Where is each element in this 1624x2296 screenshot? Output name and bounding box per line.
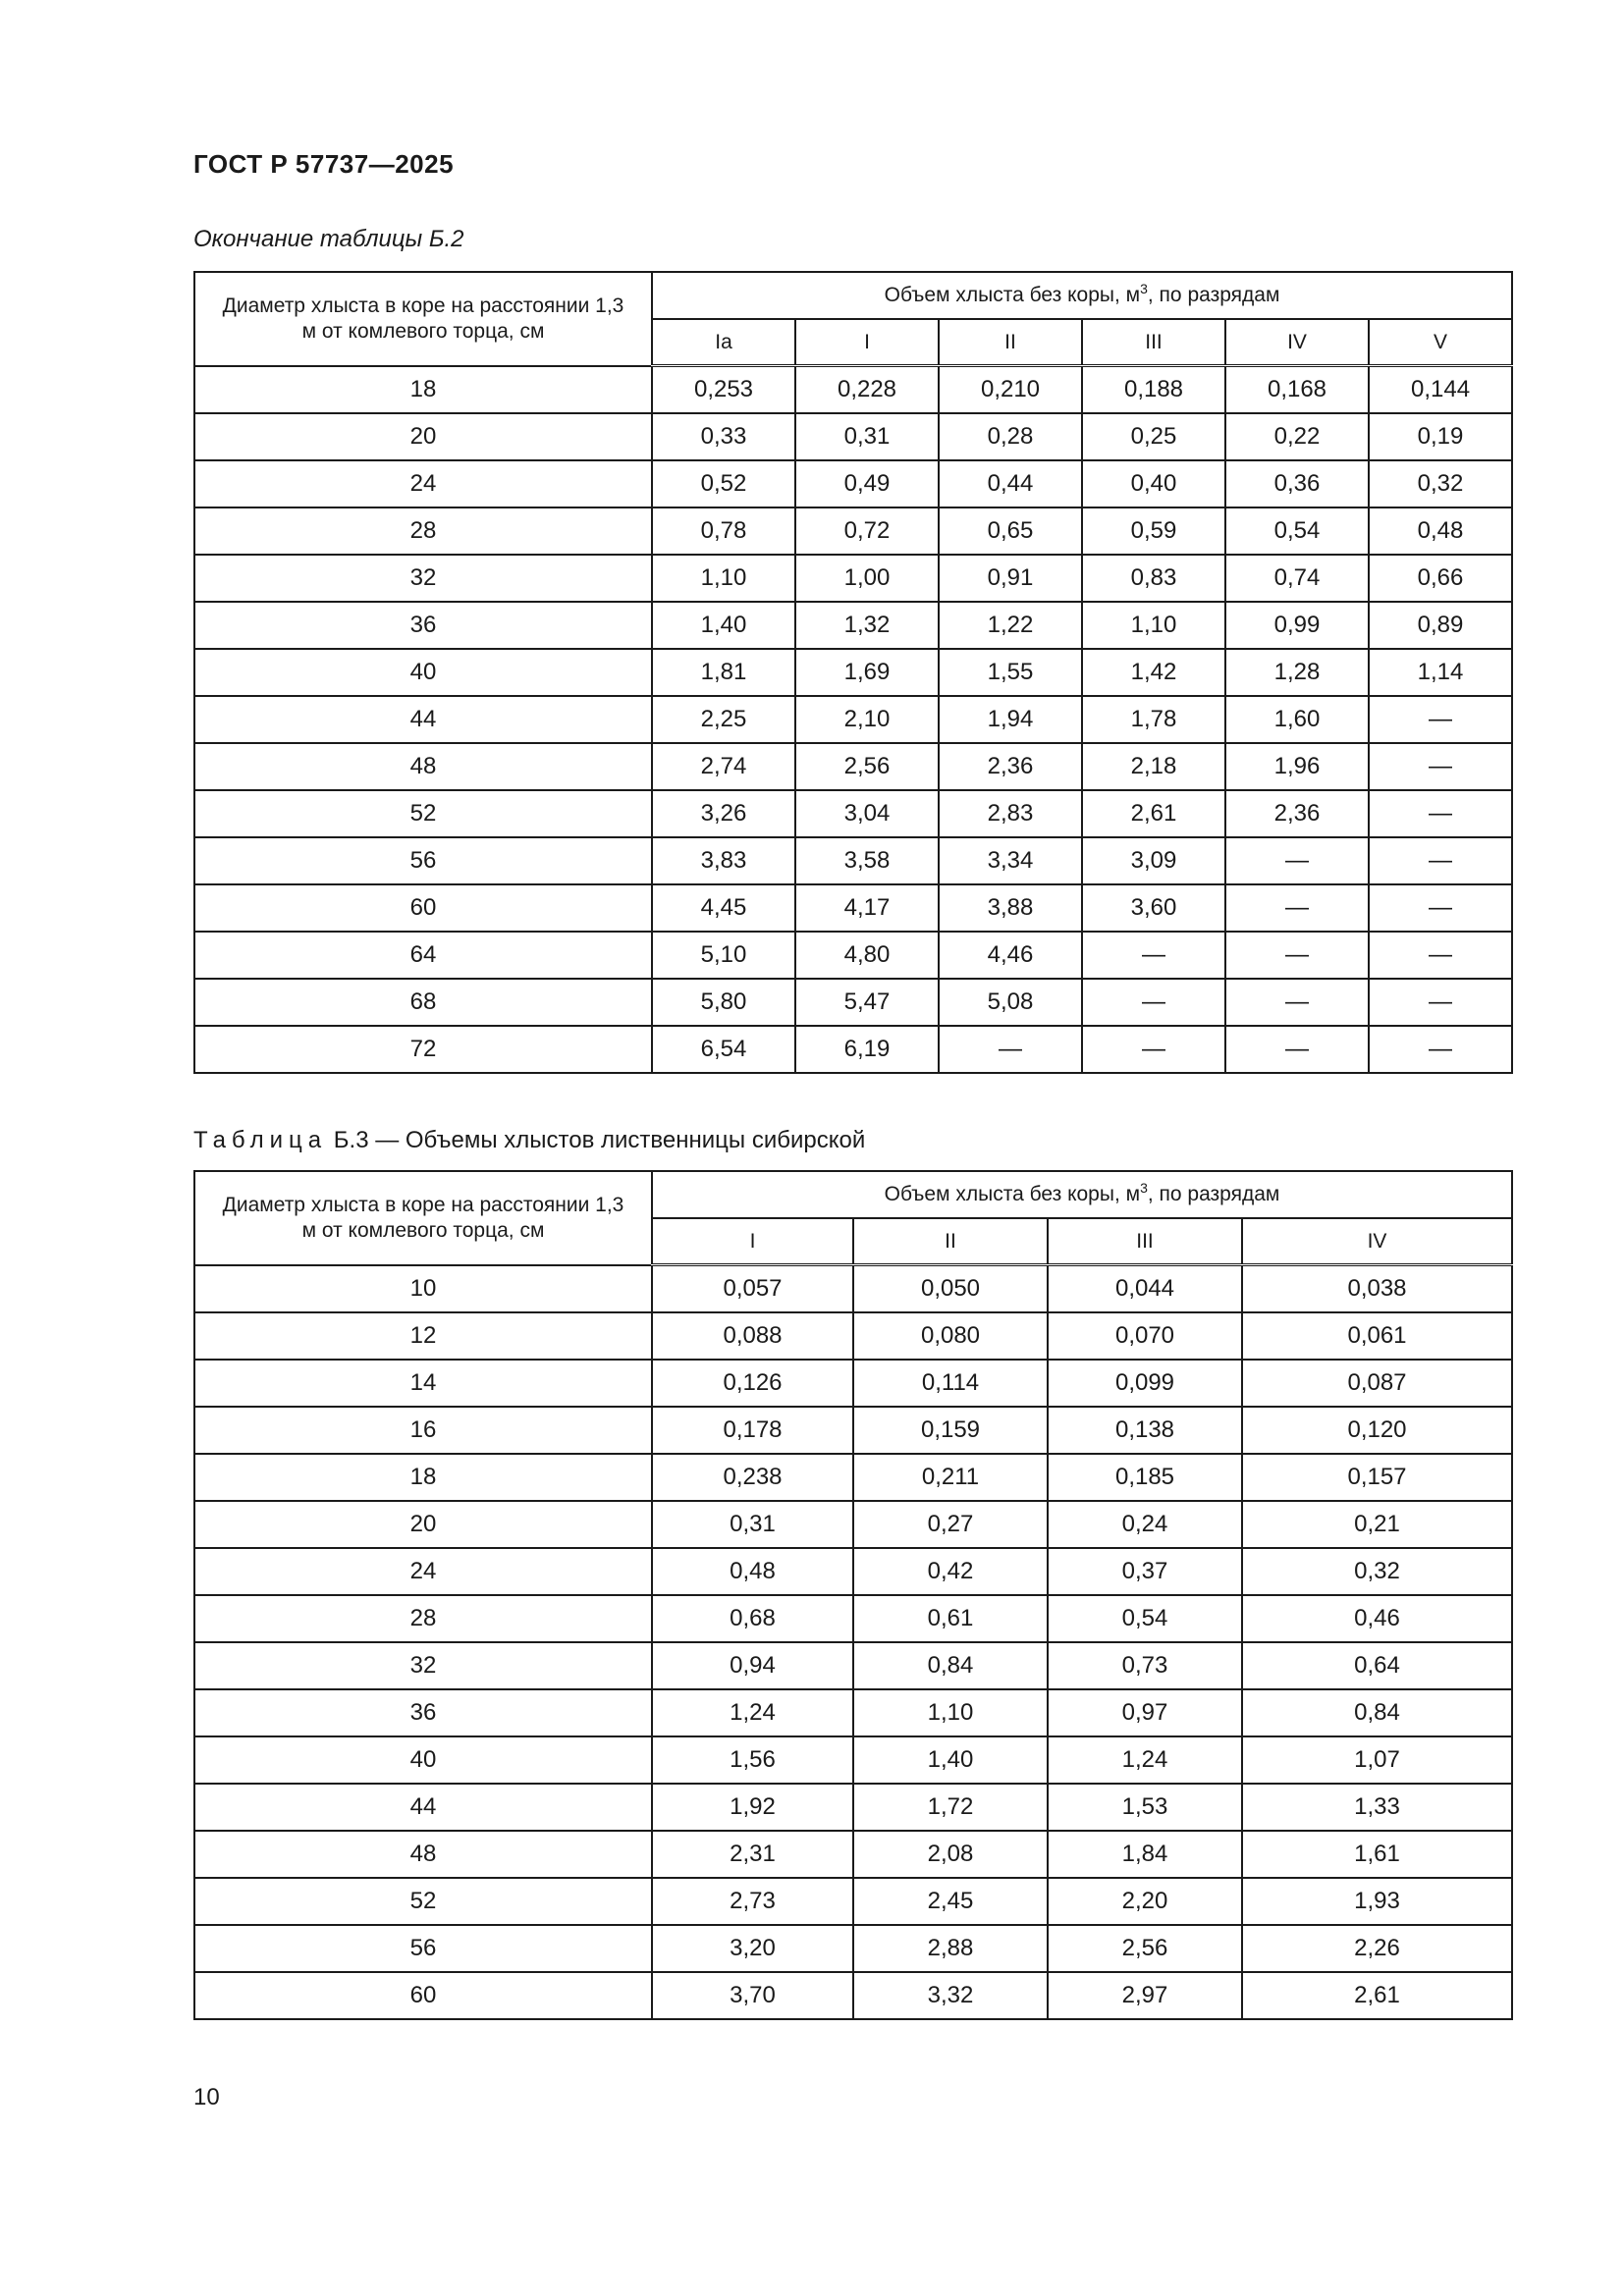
volume-cell: 0,54	[1048, 1595, 1242, 1642]
table-b2	[193, 271, 1513, 1074]
volume-cell: —	[1082, 979, 1225, 1026]
table-row	[194, 1784, 1512, 1831]
table-row	[194, 555, 1512, 602]
diameter-cell: 36	[194, 1689, 652, 1736]
diameter-cell: 60	[194, 1972, 652, 2019]
diameter-column-header: Диаметр хлыста в коре на расстоянии 1,3 м от комлевого торца, см	[194, 1171, 652, 1265]
volume-cell: 3,20	[652, 1925, 853, 1972]
volume-cell: 0,159	[853, 1407, 1048, 1454]
volume-cell: —	[1369, 979, 1512, 1026]
volume-cell: 0,038	[1242, 1265, 1512, 1313]
volume-cell: 2,36	[939, 743, 1082, 790]
volume-cell: 0,40	[1082, 460, 1225, 507]
diameter-cell: 10	[194, 1265, 652, 1313]
diameter-cell: 14	[194, 1360, 652, 1407]
volume-cell: 5,80	[652, 979, 795, 1026]
diameter-cell: 64	[194, 932, 652, 979]
volume-cell: 0,138	[1048, 1407, 1242, 1454]
volume-cell: 0,83	[1082, 555, 1225, 602]
table-row	[194, 1689, 1512, 1736]
volume-cell: 0,54	[1225, 507, 1369, 555]
volume-cell: 0,044	[1048, 1265, 1242, 1313]
volume-cell: —	[1225, 932, 1369, 979]
diameter-cell: 28	[194, 1595, 652, 1642]
volume-cell: 3,83	[652, 837, 795, 884]
volume-cell: 0,72	[795, 507, 939, 555]
volume-cell: 1,33	[1242, 1784, 1512, 1831]
volume-cell: 0,28	[939, 413, 1082, 460]
volume-cell: 2,73	[652, 1878, 853, 1925]
volume-cell: 0,37	[1048, 1548, 1242, 1595]
volume-cell: 0,48	[652, 1548, 853, 1595]
volume-cell: —	[1369, 932, 1512, 979]
volume-cell: 0,21	[1242, 1501, 1512, 1548]
volume-cell: 3,32	[853, 1972, 1048, 2019]
diameter-cell: 56	[194, 837, 652, 884]
volume-cell: 1,07	[1242, 1736, 1512, 1784]
diameter-cell: 44	[194, 1784, 652, 1831]
category-header: V	[1369, 319, 1512, 366]
volume-cell: —	[1369, 696, 1512, 743]
volume-cell: 2,45	[853, 1878, 1048, 1925]
volume-cell: 3,09	[1082, 837, 1225, 884]
volume-cell: 0,24	[1048, 1501, 1242, 1548]
volume-cell: 2,36	[1225, 790, 1369, 837]
diameter-cell: 60	[194, 884, 652, 932]
volume-cell: 1,10	[652, 555, 795, 602]
volume-cell: —	[1369, 1026, 1512, 1073]
volume-cell: 1,72	[853, 1784, 1048, 1831]
volume-cell: 1,81	[652, 649, 795, 696]
category-header: IV	[1242, 1218, 1512, 1265]
volume-cell: 2,88	[853, 1925, 1048, 1972]
table-row	[194, 1407, 1512, 1454]
volume-cell: 0,210	[939, 366, 1082, 414]
volume-cell: 5,47	[795, 979, 939, 1026]
category-header: IV	[1225, 319, 1369, 366]
table-row	[194, 649, 1512, 696]
volume-cell: 1,22	[939, 602, 1082, 649]
volume-cell: 1,60	[1225, 696, 1369, 743]
volume-cell: —	[1369, 884, 1512, 932]
volume-cell: 3,34	[939, 837, 1082, 884]
volume-cell: 3,70	[652, 1972, 853, 2019]
volume-cell: 0,99	[1225, 602, 1369, 649]
volume-cell: 0,178	[652, 1407, 853, 1454]
volume-cell: —	[1225, 1026, 1369, 1073]
volume-cell: 0,36	[1225, 460, 1369, 507]
volume-cell: 0,84	[1242, 1689, 1512, 1736]
table-b3-caption-text: Б.3 — Объемы хлыстов лиственницы сибирской	[333, 1127, 866, 1153]
volume-cell: 1,28	[1225, 649, 1369, 696]
diameter-column-header: Диаметр хлыста в коре на расстоянии 1,3 м от комлевого торца, см	[194, 272, 652, 366]
volume-cell: 0,32	[1369, 460, 1512, 507]
volume-cell: 0,61	[853, 1595, 1048, 1642]
diameter-cell: 68	[194, 979, 652, 1026]
volume-cell: 0,168	[1225, 366, 1369, 414]
volume-cell: 3,04	[795, 790, 939, 837]
table-row	[194, 1595, 1512, 1642]
volume-cell: 0,099	[1048, 1360, 1242, 1407]
volume-cell: 6,54	[652, 1026, 795, 1073]
volume-cell: —	[1082, 932, 1225, 979]
volume-cell: 0,74	[1225, 555, 1369, 602]
volume-cell: 0,114	[853, 1360, 1048, 1407]
table-row	[194, 1878, 1512, 1925]
volume-cell: —	[1225, 837, 1369, 884]
volume-cell: 2,20	[1048, 1878, 1242, 1925]
volume-cell: 0,087	[1242, 1360, 1512, 1407]
volume-cell: —	[939, 1026, 1082, 1073]
table-row	[194, 1548, 1512, 1595]
diameter-cell: 72	[194, 1026, 652, 1073]
volume-cell: 1,10	[1082, 602, 1225, 649]
table-row	[194, 1925, 1512, 1972]
volume-cell: 2,08	[853, 1831, 1048, 1878]
table-row	[194, 1736, 1512, 1784]
volume-cell: 6,19	[795, 1026, 939, 1073]
volume-cell: 1,14	[1369, 649, 1512, 696]
volume-cell: 0,27	[853, 1501, 1048, 1548]
volume-cell: 1,40	[652, 602, 795, 649]
volume-cell: 0,070	[1048, 1312, 1242, 1360]
category-header: III	[1082, 319, 1225, 366]
volume-cell: 1,42	[1082, 649, 1225, 696]
volume-cell: 0,42	[853, 1548, 1048, 1595]
volume-cell: 0,49	[795, 460, 939, 507]
volume-cell: 1,24	[652, 1689, 853, 1736]
table-b2-continuation-caption: Окончание таблицы Б.2	[193, 226, 464, 252]
volume-cell: 1,32	[795, 602, 939, 649]
volume-cell: 0,188	[1082, 366, 1225, 414]
volume-cell: —	[1369, 837, 1512, 884]
volume-cell: 0,211	[853, 1454, 1048, 1501]
volume-cell: 0,050	[853, 1265, 1048, 1313]
volume-cell: 3,60	[1082, 884, 1225, 932]
volume-cell: —	[1369, 790, 1512, 837]
volume-cell: 0,89	[1369, 602, 1512, 649]
volume-cell: 1,56	[652, 1736, 853, 1784]
volume-cell: 4,17	[795, 884, 939, 932]
table-row	[194, 507, 1512, 555]
volume-cell: 1,24	[1048, 1736, 1242, 1784]
volume-cell: 4,46	[939, 932, 1082, 979]
volume-cell: 0,64	[1242, 1642, 1512, 1689]
volume-cell: 0,057	[652, 1265, 853, 1313]
page-number: 10	[193, 2084, 220, 2110]
volume-cell: 0,144	[1369, 366, 1512, 414]
volume-cell: 0,228	[795, 366, 939, 414]
table-row	[194, 837, 1512, 884]
diameter-cell: 48	[194, 1831, 652, 1878]
volume-cell: 0,84	[853, 1642, 1048, 1689]
diameter-cell: 24	[194, 460, 652, 507]
volume-cell: 0,080	[853, 1312, 1048, 1360]
table-row	[194, 460, 1512, 507]
volume-cell: 2,26	[1242, 1925, 1512, 1972]
volume-cell: 5,10	[652, 932, 795, 979]
table-b3-caption	[193, 1127, 865, 1154]
volume-cell: 1,96	[1225, 743, 1369, 790]
volume-cell: 0,238	[652, 1454, 853, 1501]
diameter-cell: 40	[194, 1736, 652, 1784]
volume-cell: 2,56	[1048, 1925, 1242, 1972]
volume-cell: 0,25	[1082, 413, 1225, 460]
table-row	[194, 1642, 1512, 1689]
volume-cell: 0,91	[939, 555, 1082, 602]
volume-cell: 2,10	[795, 696, 939, 743]
volume-cell: 1,00	[795, 555, 939, 602]
volume-cell: 0,253	[652, 366, 795, 414]
volume-cell: 1,40	[853, 1736, 1048, 1784]
table-row	[194, 884, 1512, 932]
volume-cell: 3,88	[939, 884, 1082, 932]
volume-cell: 0,78	[652, 507, 795, 555]
volume-cell: —	[1225, 979, 1369, 1026]
volume-cell: 0,061	[1242, 1312, 1512, 1360]
table-row	[194, 1501, 1512, 1548]
table-b3	[193, 1170, 1513, 2020]
volume-column-header: Объем хлыста без коры, $м^3$, по разрядам	[652, 1171, 1512, 1218]
volume-cell: 4,80	[795, 932, 939, 979]
volume-cell: 0,65	[939, 507, 1082, 555]
table-row	[194, 602, 1512, 649]
volume-cell: 0,126	[652, 1360, 853, 1407]
category-header: Ia	[652, 319, 795, 366]
table-row	[194, 1360, 1512, 1407]
table-row	[194, 743, 1512, 790]
volume-cell: 2,74	[652, 743, 795, 790]
diameter-cell: 12	[194, 1312, 652, 1360]
volume-cell: 3,26	[652, 790, 795, 837]
volume-cell: 0,52	[652, 460, 795, 507]
category-header: II	[853, 1218, 1048, 1265]
diameter-cell: 16	[194, 1407, 652, 1454]
diameter-cell: 20	[194, 413, 652, 460]
diameter-cell: 44	[194, 696, 652, 743]
table-row	[194, 366, 1512, 414]
volume-cell: 0,68	[652, 1595, 853, 1642]
diameter-cell: 20	[194, 1501, 652, 1548]
volume-cell: —	[1225, 884, 1369, 932]
volume-cell: 2,97	[1048, 1972, 1242, 2019]
table-row	[194, 1265, 1512, 1313]
volume-cell: 0,97	[1048, 1689, 1242, 1736]
volume-cell: 0,48	[1369, 507, 1512, 555]
volume-cell: 0,22	[1225, 413, 1369, 460]
volume-cell: 0,32	[1242, 1548, 1512, 1595]
volume-cell: 1,55	[939, 649, 1082, 696]
volume-cell: 0,19	[1369, 413, 1512, 460]
volume-cell: 5,08	[939, 979, 1082, 1026]
volume-cell: 1,10	[853, 1689, 1048, 1736]
diameter-cell: 52	[194, 790, 652, 837]
diameter-cell: 18	[194, 366, 652, 414]
table-row	[194, 1831, 1512, 1878]
volume-column-header: Объем хлыста без коры, $м^3$, по разрядам	[652, 272, 1512, 319]
table-row	[194, 1972, 1512, 2019]
volume-cell: 1,78	[1082, 696, 1225, 743]
table-b3-caption-label: Таблица	[193, 1127, 328, 1153]
diameter-cell: 56	[194, 1925, 652, 1972]
volume-cell: 0,157	[1242, 1454, 1512, 1501]
volume-cell: 3,58	[795, 837, 939, 884]
volume-cell: —	[1082, 1026, 1225, 1073]
volume-cell: 4,45	[652, 884, 795, 932]
table-row	[194, 1026, 1512, 1073]
table-b3-body	[194, 1265, 1512, 2020]
volume-cell: 1,93	[1242, 1878, 1512, 1925]
table-b2-body	[194, 366, 1512, 1074]
volume-cell: 1,84	[1048, 1831, 1242, 1878]
volume-cell: 0,120	[1242, 1407, 1512, 1454]
volume-cell: 0,088	[652, 1312, 853, 1360]
volume-cell: 0,31	[652, 1501, 853, 1548]
category-header: I	[652, 1218, 853, 1265]
volume-cell: 1,92	[652, 1784, 853, 1831]
volume-cell: —	[1369, 743, 1512, 790]
volume-cell: 2,56	[795, 743, 939, 790]
document-code: ГОСТ Р 57737—2025	[193, 149, 455, 179]
volume-cell: 0,31	[795, 413, 939, 460]
table-row	[194, 1312, 1512, 1360]
volume-cell: 1,53	[1048, 1784, 1242, 1831]
table-row	[194, 979, 1512, 1026]
volume-cell: 0,46	[1242, 1595, 1512, 1642]
table-row	[194, 1454, 1512, 1501]
diameter-cell: 28	[194, 507, 652, 555]
diameter-cell: 52	[194, 1878, 652, 1925]
volume-cell: 0,44	[939, 460, 1082, 507]
volume-cell: 2,31	[652, 1831, 853, 1878]
volume-cell: 2,61	[1082, 790, 1225, 837]
volume-cell: 0,66	[1369, 555, 1512, 602]
volume-cell: 1,61	[1242, 1831, 1512, 1878]
volume-cell: 0,59	[1082, 507, 1225, 555]
table-row	[194, 696, 1512, 743]
diameter-cell: 48	[194, 743, 652, 790]
table-row	[194, 413, 1512, 460]
volume-cell: 1,69	[795, 649, 939, 696]
volume-cell: 2,25	[652, 696, 795, 743]
table-row	[194, 932, 1512, 979]
volume-cell: 2,83	[939, 790, 1082, 837]
category-header: III	[1048, 1218, 1242, 1265]
diameter-cell: 40	[194, 649, 652, 696]
diameter-cell: 18	[194, 1454, 652, 1501]
diameter-cell: 24	[194, 1548, 652, 1595]
diameter-cell: 36	[194, 602, 652, 649]
diameter-cell: 32	[194, 555, 652, 602]
volume-cell: 2,18	[1082, 743, 1225, 790]
volume-cell: 0,185	[1048, 1454, 1242, 1501]
diameter-cell: 32	[194, 1642, 652, 1689]
category-header: II	[939, 319, 1082, 366]
volume-cell: 1,94	[939, 696, 1082, 743]
volume-cell: 0,94	[652, 1642, 853, 1689]
volume-cell: 2,61	[1242, 1972, 1512, 2019]
volume-cell: 0,33	[652, 413, 795, 460]
volume-cell: 0,73	[1048, 1642, 1242, 1689]
table-row	[194, 790, 1512, 837]
category-header: I	[795, 319, 939, 366]
